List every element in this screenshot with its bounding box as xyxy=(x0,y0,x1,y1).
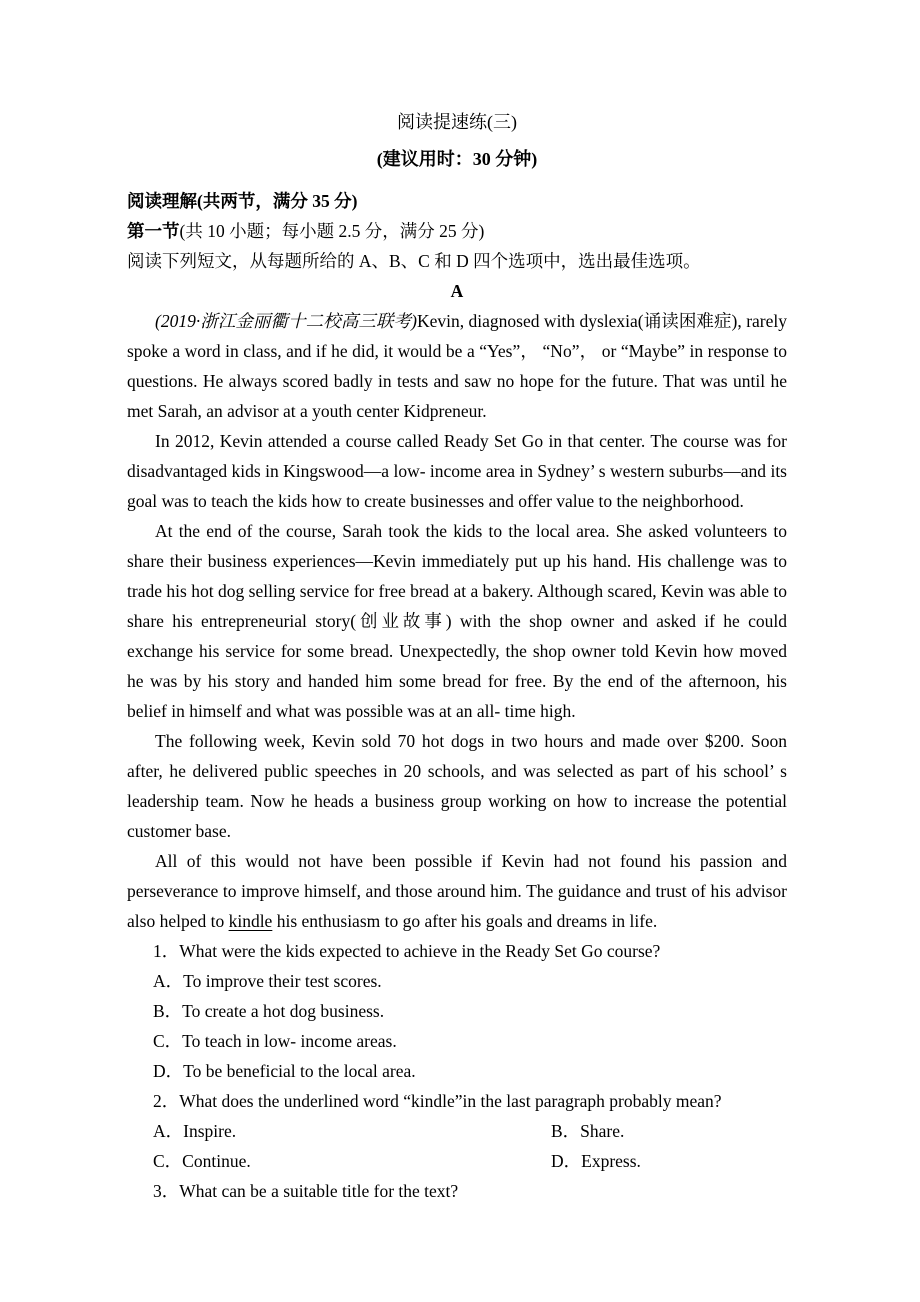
question-1 xyxy=(127,936,787,1086)
paragraph-1-text: Kevin, diagnosed with dyslexia(诵读困难症), rarely spoke a word in class, and if he did, it would be a “Yes”， “No”， or “Maybe” in response to questions. He always scored badly in tests and saw no hope for the future. That was until he met Sarah, an advisor at a youth center Kidpreneur. xyxy=(127,311,787,421)
subsection-label: 第一节 xyxy=(127,221,180,241)
passage-label: A xyxy=(450,281,464,301)
passage-paragraph-2: In 2012, Kevin attended a course called Ready Set Go in that center. The course was for disadvantaged kids in Kingswood—a low- income area in Sydney’ s western suburbs—and its goal was to teach the kids how to create businesses and offer value to the neighborhood. xyxy=(127,431,787,511)
question-2-option-d: D．Express. xyxy=(551,1151,641,1171)
doc-title: 阅读提速练(三) xyxy=(397,112,517,132)
question-2-option-b: B．Share. xyxy=(551,1121,625,1141)
question-1-option-c: C．To teach in low- income areas. xyxy=(153,1031,397,1051)
underlined-word-kindle: kindle xyxy=(228,911,273,931)
question-2-option-c: C．Continue. xyxy=(153,1151,251,1171)
paragraph-5-after: his enthusiasm to go after his goals and dreams in life. xyxy=(272,911,658,931)
suggested-time-note: (建议用时：30 分钟) xyxy=(376,149,538,169)
instruction-line: 阅读下列短文，从每题所给的 A、B、C 和 D 四个选项中，选出最佳选项。 xyxy=(127,251,701,271)
passage-paragraph-1 xyxy=(127,306,787,426)
question-2-stem: 2．What does the underlined word “kindle”in the last paragraph probably mean? xyxy=(153,1091,722,1111)
question-1-option-a: A．To improve their test scores. xyxy=(153,971,382,991)
passage-paragraph-3: At the end of the course, Sarah took the kids to the local area. She asked volunteers to share their business experiences—Kevin immediately put up his hand. His challenge was to trade his hot dog selling service for free bread at a bakery. Although scared, Kevin was able to share his entrepreneurial story(创业故事) with the shop owner and asked if he could exchange his service for some bread. Unexpectedly, the shop owner told Kevin how moved he was by his story and handed him some bread for free. By the end of the afternoon, his belief in himself and what was possible was at an all- time high. xyxy=(127,521,787,721)
subsection-detail: (共 10 小题；每小题 2.5 分，满分 25 分) xyxy=(179,221,485,241)
question-2-option-a: A．Inspire. xyxy=(153,1121,237,1141)
paragraph-5-before: All of this would not have been possible if Kevin had not found his passion and perseverance to improve himself, and those around him. The guidance and trust of his advisor also helped to xyxy=(127,851,787,931)
question-2-options xyxy=(127,1116,787,1176)
question-2 xyxy=(127,1086,787,1176)
exam-source-tag: (2019·浙江金丽衢十二校高三联考) xyxy=(155,311,417,331)
passage-paragraph-4: The following week, Kevin sold 70 hot dogs in two hours and made over $200. Soon after, he delivered public speeches in 20 schools, and was selected as part of his school’ s leadership team. Now he heads a business group working on how to increase the potential customer base. xyxy=(127,731,787,841)
question-3 xyxy=(127,1176,787,1206)
question-1-option-d: D．To be beneficial to the local area. xyxy=(153,1061,416,1081)
subsection-heading xyxy=(127,216,787,246)
section-heading: 阅读理解(共两节，满分 35 分) xyxy=(127,191,358,211)
question-1-stem: 1．What were the kids expected to achieve in the Ready Set Go course? xyxy=(153,941,661,961)
question-1-option-b: B．To create a hot dog business. xyxy=(153,1001,385,1021)
passage-paragraph-5 xyxy=(127,846,787,936)
question-3-stem: 3．What can be a suitable title for the text? xyxy=(153,1181,459,1201)
